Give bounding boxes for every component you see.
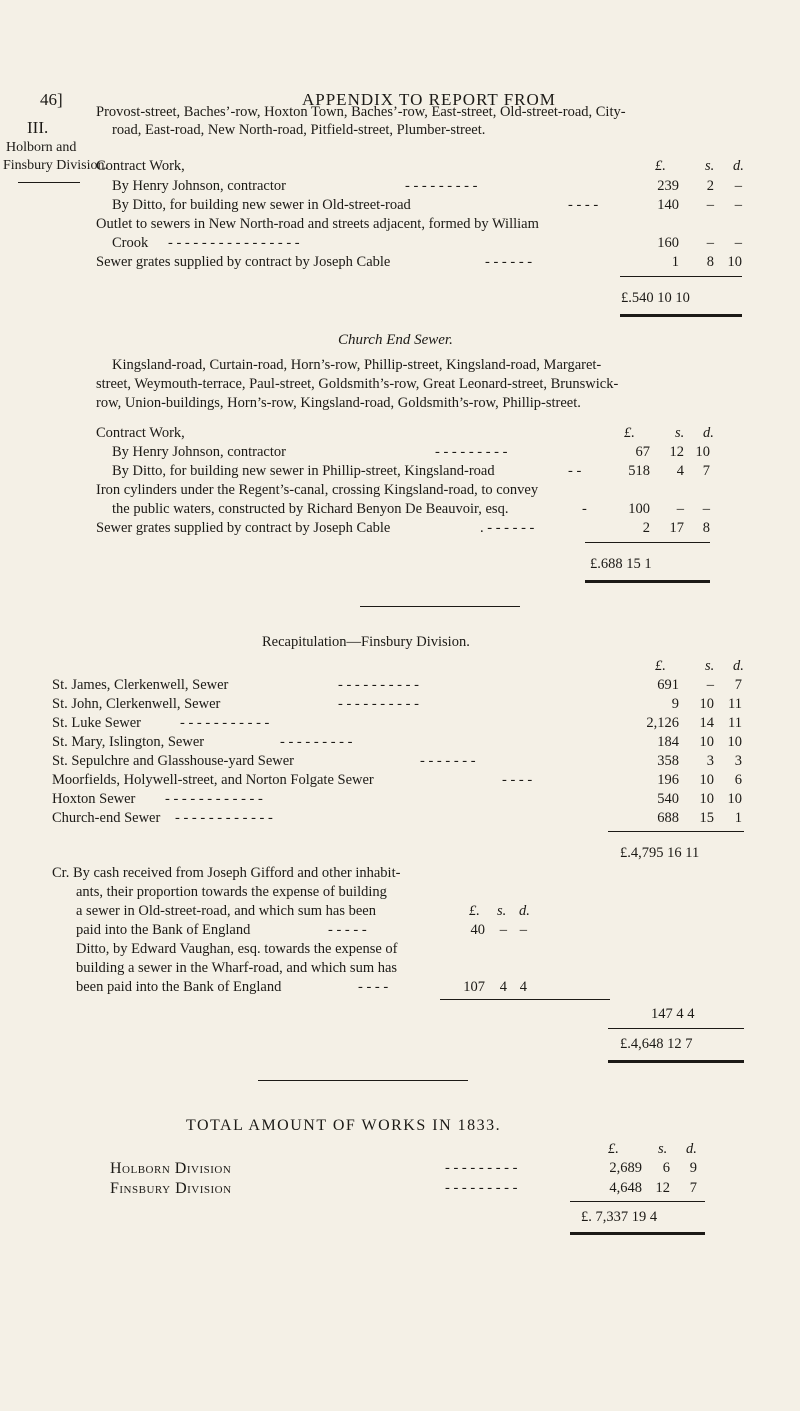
grates-pounds: 2 bbox=[642, 520, 650, 536]
recap-row-pounds: 196 bbox=[657, 772, 679, 788]
amount-pence: – bbox=[734, 178, 742, 194]
recap-row-pence: 11 bbox=[728, 696, 742, 712]
leader-dots: - - - - - - - - - bbox=[280, 734, 353, 750]
ditto-line1: Ditto, by Edward Vaughan, esq. towards the expense of bbox=[76, 941, 398, 957]
recap-row-pounds: 691 bbox=[657, 677, 679, 693]
recap-row-name: St. James, Clerkenwell, Sewer bbox=[52, 677, 229, 693]
credit-line3: a sewer in Old-street-road, and which sum has been bbox=[76, 903, 376, 919]
double-rule bbox=[585, 580, 710, 583]
recap-row-name: St. Mary, Islington, Sewer bbox=[52, 734, 205, 750]
double-rule bbox=[620, 314, 742, 317]
recap-row-pounds: 184 bbox=[657, 734, 679, 750]
credit-pence: – bbox=[519, 922, 527, 938]
leader-dots: - - - - - bbox=[328, 922, 367, 938]
margin-rule bbox=[18, 182, 80, 183]
section-divider bbox=[360, 606, 520, 607]
summary-row-name: Holborn Division bbox=[110, 1160, 232, 1177]
recap-row-shillings: 10 bbox=[699, 734, 714, 750]
recap-row-shillings: – bbox=[706, 677, 714, 693]
church-end-col-shillings: s. bbox=[675, 425, 685, 441]
item-text: By Henry Johnson, contractor bbox=[112, 444, 286, 460]
hoxton-outlet-line1: Outlet to sewers in New North-road and streets adjacent, formed by William bbox=[96, 216, 539, 232]
amount-pounds: 140 bbox=[657, 197, 679, 213]
section-divider bbox=[258, 1080, 468, 1081]
leader-dots: - - - - - - - - - bbox=[445, 1180, 518, 1196]
amount-shillings: – bbox=[706, 197, 714, 213]
recap-row-name: St. Sepulchre and Glasshouse-yard Sewer bbox=[52, 753, 295, 769]
recap-row-shillings: 10 bbox=[699, 696, 714, 712]
leader-dots: - - bbox=[568, 463, 582, 479]
summary-grand-total: £. 7,337 19 4 bbox=[581, 1209, 658, 1225]
amount-shillings: 12 bbox=[669, 444, 684, 460]
leader-dots: - - - - bbox=[358, 979, 389, 995]
amount-pence: 7 bbox=[702, 463, 710, 479]
summary-row-name: Finsbury Division bbox=[110, 1180, 232, 1197]
iron-pence: – bbox=[702, 501, 710, 517]
grates-pounds: 1 bbox=[671, 254, 679, 270]
division-label-line2: Finsbury Division. bbox=[3, 158, 109, 173]
amount-pounds: 67 bbox=[635, 444, 650, 460]
leader-dots: - - - - - - - - - - - - - - - - bbox=[168, 235, 300, 251]
recap-row-pounds: 358 bbox=[657, 753, 679, 769]
recap-row-name: St. John, Clerkenwell, Sewer bbox=[52, 696, 221, 712]
recap-row-pounds: 688 bbox=[657, 810, 679, 826]
double-rule bbox=[570, 1232, 705, 1235]
outlet-shillings: – bbox=[706, 235, 714, 251]
amount-shillings: 4 bbox=[676, 463, 684, 479]
credit-col-shillings: s. bbox=[497, 903, 507, 919]
grates-shillings: 8 bbox=[706, 254, 714, 270]
church-end-contract-label: Contract Work, bbox=[96, 425, 185, 441]
recap-row-pence: 3 bbox=[734, 753, 742, 769]
summary-col-shillings: s. bbox=[658, 1141, 668, 1157]
ditto-pounds: 107 bbox=[463, 979, 485, 995]
hoxton-intro-line1: Provost-street, Baches’-row, Hoxton Town, Baches’-row, East-street, Old-street-road, City- bbox=[96, 104, 626, 120]
ditto-shillings: 4 bbox=[499, 979, 507, 995]
grates-shillings: 17 bbox=[669, 520, 684, 536]
division-label-line1: Holborn and bbox=[6, 140, 77, 155]
leader-dots: - - - - - - - - - - - bbox=[180, 715, 270, 731]
credit-total: 147 4 4 bbox=[651, 1006, 695, 1022]
summary-title: TOTAL AMOUNT OF WORKS IN 1833. bbox=[186, 1117, 502, 1134]
credit-shillings: – bbox=[499, 922, 507, 938]
outlet-pence: – bbox=[734, 235, 742, 251]
recap-row-pounds: 2,126 bbox=[646, 715, 679, 731]
church-end-col-pence: d. bbox=[703, 425, 714, 441]
ditto-pence: 4 bbox=[519, 979, 527, 995]
recap-row-pence: 6 bbox=[734, 772, 742, 788]
summary-row-pounds: 2,689 bbox=[609, 1160, 642, 1176]
recap-row-shillings: 10 bbox=[699, 772, 714, 788]
recap-row-pence: 10 bbox=[727, 791, 742, 807]
leader-dots: - - - - - - - - - bbox=[435, 444, 508, 460]
credit-col-pence: d. bbox=[519, 903, 530, 919]
recap-title: Recapitulation—Finsbury Division. bbox=[262, 634, 470, 650]
church-end-title: Church End Sewer. bbox=[338, 332, 453, 348]
recap-row-shillings: 15 bbox=[699, 810, 714, 826]
item-text: By Henry Johnson, contractor bbox=[112, 178, 286, 194]
summary-row-pence: 7 bbox=[689, 1180, 697, 1196]
recap-row-pounds: 540 bbox=[657, 791, 679, 807]
church-end-iron-line1: Iron cylinders under the Regent’s-canal, crossing Kingsland-road, to convey bbox=[96, 482, 539, 498]
recap-row-pence: 1 bbox=[734, 810, 742, 826]
double-rule bbox=[608, 1060, 744, 1063]
church-end-iron-line2: the public waters, constructed by Richard Benyon De Beauvoir, esq. bbox=[112, 501, 509, 517]
grates-pence: 10 bbox=[727, 254, 742, 270]
credit-line2: ants, their proportion towards the expense of building bbox=[76, 884, 387, 900]
church-end-intro-line3: row, Union-buildings, Horn’s-row, Kingsland-road, Goldsmith’s-row, Phillip-street. bbox=[96, 395, 581, 411]
sum-rule bbox=[440, 999, 610, 1000]
leader-dots: - - - - bbox=[568, 197, 599, 213]
sum-rule bbox=[585, 542, 710, 543]
hoxton-total: £.540 10 10 bbox=[621, 290, 690, 306]
recap-row-shillings: 3 bbox=[706, 753, 714, 769]
running-head: APPENDIX TO REPORT FROM bbox=[302, 90, 556, 109]
church-end-intro-line1: Kingsland-road, Curtain-road, Horn’s-row, Phillip-street, Kingsland-road, Margaret- bbox=[112, 357, 602, 373]
hoxton-col-pence: d. bbox=[733, 158, 744, 174]
sum-rule bbox=[620, 276, 742, 277]
ditto-line2: building a sewer in the Wharf-road, and which sum has bbox=[76, 960, 398, 976]
page-number: 46] bbox=[40, 90, 63, 109]
summary-row-shillings: 6 bbox=[662, 1160, 670, 1176]
leader-dots: - - - - - - - - - - - - bbox=[175, 810, 273, 826]
summary-col-pounds: £. bbox=[608, 1141, 619, 1157]
recap-row-name: St. Luke Sewer bbox=[52, 715, 141, 731]
credit-line1: Cr. By cash received from Joseph Gifford and other inhabit- bbox=[52, 865, 401, 881]
recap-subtotal: £.4,795 16 11 bbox=[620, 845, 700, 861]
ditto-line3: been paid into the Bank of England bbox=[76, 979, 282, 995]
hoxton-outlet-line2: Crook bbox=[112, 235, 149, 251]
leader-dots: - - - - - - - - - bbox=[445, 1160, 518, 1176]
iron-pounds: 100 bbox=[628, 501, 650, 517]
amount-pounds: 239 bbox=[657, 178, 679, 194]
amount-pence: 10 bbox=[695, 444, 710, 460]
recap-net-total: £.4,648 12 7 bbox=[620, 1036, 693, 1052]
summary-row-pence: 9 bbox=[689, 1160, 697, 1176]
section-number: III. bbox=[27, 118, 49, 137]
hoxton-col-shillings: s. bbox=[705, 158, 715, 174]
amount-pounds: 518 bbox=[628, 463, 650, 479]
leader-dots: - - - - - - - - - bbox=[405, 178, 478, 194]
recap-row-pence: 7 bbox=[734, 677, 742, 693]
leader-dots: - - - - - - - - - - bbox=[338, 696, 419, 712]
recap-col-pence: d. bbox=[733, 658, 744, 674]
recap-row-pence: 10 bbox=[727, 734, 742, 750]
hoxton-col-pounds: £. bbox=[655, 158, 666, 174]
recap-row-name: Hoxton Sewer bbox=[52, 791, 136, 807]
summary-col-pence: d. bbox=[686, 1141, 697, 1157]
leader-dots: . - - - - - - bbox=[480, 520, 535, 536]
sum-rule bbox=[570, 1201, 705, 1202]
leader-dots: - - - - bbox=[502, 772, 533, 788]
church-end-intro-line2: street, Weymouth-terrace, Paul-street, Goldsmith’s-row, Great Leonard-street, Brunswick- bbox=[96, 376, 619, 392]
leader-dots: - - - - - - bbox=[485, 254, 533, 270]
grates-pence: 8 bbox=[702, 520, 710, 536]
sum-rule bbox=[608, 1028, 744, 1029]
recap-row-pence: 11 bbox=[728, 715, 742, 731]
church-end-col-pounds: £. bbox=[624, 425, 635, 441]
credit-line4: paid into the Bank of England bbox=[76, 922, 251, 938]
recap-col-pounds: £. bbox=[655, 658, 666, 674]
iron-shillings: – bbox=[676, 501, 684, 517]
leader-dots: - - - - - - - bbox=[420, 753, 476, 769]
hoxton-intro-line2: road, East-road, New North-road, Pitfield-street, Plumber-street. bbox=[112, 122, 486, 138]
recap-row-name: Church-end Sewer bbox=[52, 810, 161, 826]
credit-pounds: 40 bbox=[470, 922, 485, 938]
recap-row-shillings: 10 bbox=[699, 791, 714, 807]
outlet-pounds: 160 bbox=[657, 235, 679, 251]
church-end-grates-text: Sewer grates supplied by contract by Joseph Cable bbox=[96, 520, 391, 536]
leader-dots: - - - - - - - - - - - - bbox=[165, 791, 263, 807]
leader-dots: - - - - - - - - - - bbox=[338, 677, 419, 693]
item-text: By Ditto, for building new sewer in Old-street-road bbox=[112, 197, 411, 213]
hoxton-contract-label: Contract Work, bbox=[96, 158, 185, 174]
recap-col-shillings: s. bbox=[705, 658, 715, 674]
summary-row-shillings: 12 bbox=[655, 1180, 670, 1196]
church-end-total: £.688 15 1 bbox=[590, 556, 652, 572]
leader-dots: - bbox=[582, 501, 587, 517]
amount-shillings: 2 bbox=[706, 178, 714, 194]
recap-row-name: Moorfields, Holywell-street, and Norton Folgate Sewer bbox=[52, 772, 374, 788]
item-text: By Ditto, for building new sewer in Phillip-street, Kingsland-road bbox=[112, 463, 495, 479]
summary-row-pounds: 4,648 bbox=[609, 1180, 642, 1196]
sum-rule bbox=[608, 831, 744, 832]
hoxton-grates-text: Sewer grates supplied by contract by Joseph Cable bbox=[96, 254, 391, 270]
amount-pence: – bbox=[734, 197, 742, 213]
recap-row-shillings: 14 bbox=[699, 715, 714, 731]
credit-col-pounds: £. bbox=[469, 903, 480, 919]
recap-row-pounds: 9 bbox=[671, 696, 679, 712]
